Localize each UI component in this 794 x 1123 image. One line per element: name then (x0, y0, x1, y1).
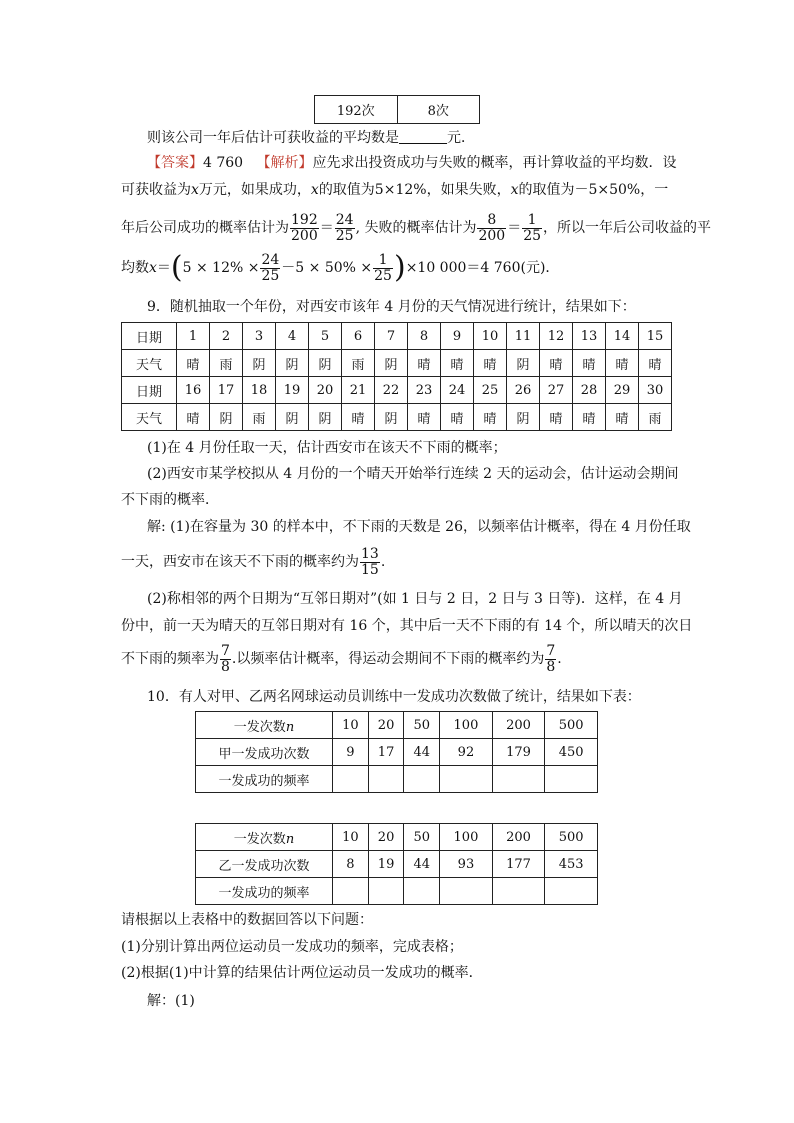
table-cell (440, 766, 493, 793)
table-cell: 24 (441, 377, 474, 404)
table-cell: 晴 (441, 350, 474, 377)
q9-solution-line4: 份中，前一天为晴天的互邻日期对有 16 个，其中后一天不下雨的有 14 个，所以晴天的次日 (121, 618, 693, 634)
table-cell: 雨 (639, 404, 672, 431)
q9-title: 9．随机抽取一个年份，对西安市该年 4 月份的天气情况进行统计，结果如下： (147, 299, 636, 315)
table-cell: 5 (309, 323, 342, 350)
table-cell: 阴 (375, 350, 408, 377)
variable-x: x (149, 260, 157, 276)
table-cell (492, 878, 545, 905)
table-cell: 阴 (243, 350, 276, 377)
table-row (196, 712, 598, 739)
analysis-line-4 (121, 251, 559, 285)
numerator: 24 (335, 211, 354, 228)
fraction-24-25 (260, 253, 280, 284)
analysis-line-2 (121, 180, 668, 200)
table-cell: 晴 (606, 404, 639, 431)
q9-solution-line2 (121, 545, 385, 579)
solution-text: 不下雨的频率为 (121, 651, 219, 667)
table-cell: 晴 (639, 350, 672, 377)
analysis-text: , 失败的概率估计为 (355, 220, 477, 236)
row-header-cell (196, 824, 333, 851)
q10-part1: (1)分别计算出两位运动员一发成功的频率，完成表格； (121, 939, 463, 955)
table-cell: 阴 (210, 404, 243, 431)
fraction-13-15 (360, 547, 380, 578)
numerator: 8 (477, 213, 506, 229)
table-cell: 10 (333, 824, 369, 851)
answer-value: 4 760 (203, 155, 244, 171)
table-cell: 14 (606, 323, 639, 350)
paren-close: ) (393, 250, 406, 285)
denominator: 25 (261, 267, 280, 284)
period: . (557, 651, 562, 667)
table-cell: 15 (639, 323, 672, 350)
row-header-cell: 乙一发成功次数 (196, 851, 333, 878)
table-cell: 17 (210, 377, 243, 404)
denominator: 25 (335, 227, 354, 244)
table-cell: 晴 (573, 350, 606, 377)
table-cell: 29 (606, 377, 639, 404)
table-cell: 93 (440, 851, 493, 878)
table-row (196, 851, 598, 878)
table-cell: 7 (375, 323, 408, 350)
numerator: 13 (361, 545, 379, 562)
analysis-text: 万元，如果成功， (198, 182, 311, 198)
table-row (196, 878, 598, 905)
numerator: 1 (373, 253, 393, 269)
table-cell: 阴 (309, 404, 342, 431)
table-cell: 9 (441, 323, 474, 350)
table-cell: 8 (408, 323, 441, 350)
table-cell: 200 (492, 712, 545, 739)
q9-solution-line3: (2)称相邻的两个日期为“互邻日期对”(如 1 日与 2 日，2 日与 3 日等)．这样，在 4 月 (147, 591, 683, 607)
equals-sign: ＝ (319, 220, 334, 236)
table-cell: 晴 (441, 404, 474, 431)
variable-n: n (285, 831, 295, 847)
equals-sign: ＝ (156, 260, 171, 276)
table-cell: 30 (639, 377, 672, 404)
table-cell (404, 766, 440, 793)
table-cell: 雨 (342, 350, 375, 377)
analysis-text: ×10 000＝4 760(元)． (405, 260, 560, 276)
table-cell: 4 (276, 323, 309, 350)
table-cell: 453 (545, 851, 598, 878)
q8-question (147, 128, 475, 148)
fraction-7-8 (220, 644, 231, 675)
table-cell: 177 (492, 851, 545, 878)
row-header-cell: 天气 (122, 404, 177, 431)
table-cell: 44 (404, 739, 440, 766)
row-header-cell: 甲一发成功次数 (196, 739, 333, 766)
denominator: 8 (221, 658, 230, 675)
table-cell: 100 (440, 824, 493, 851)
table-cell: 23 (408, 377, 441, 404)
table-cell: 晴 (177, 404, 210, 431)
table-cell: 阴 (276, 350, 309, 377)
fraction-1-25 (522, 213, 542, 244)
table-cell: 11 (507, 323, 540, 350)
variable-x: x (510, 182, 519, 198)
table-cell: 19 (368, 851, 404, 878)
denominator: 15 (361, 561, 379, 578)
q9-part1: (1)在 4 月份任取一天，估计西安市在该天不下雨的概率； (147, 440, 507, 456)
player-a-table (195, 711, 598, 793)
table-cell: 44 (404, 851, 440, 878)
table-cell: 2 (210, 323, 243, 350)
fraction-8-200 (477, 213, 506, 244)
row-header-cell: 日期 (122, 323, 177, 350)
table-cell: 晴 (606, 350, 639, 377)
table-cell: 晴 (573, 404, 606, 431)
table-cell: 450 (545, 739, 598, 766)
table-cell: 179 (492, 739, 545, 766)
table-cell: 100 (440, 712, 493, 739)
table-cell: 6 (342, 323, 375, 350)
table-cell: 19 (276, 377, 309, 404)
q10-solution: 解：(1) (147, 993, 195, 1009)
answer-tag: 【答案】 (147, 155, 203, 171)
table-cell: 92 (440, 739, 493, 766)
row-header-cell: 日期 (122, 377, 177, 404)
table-cell (545, 878, 598, 905)
q9-part2-line2: 不下雨的概率． (121, 492, 219, 508)
denominator: 25 (374, 267, 392, 284)
table-cell: 晴 (408, 350, 441, 377)
denominator: 200 (291, 227, 318, 244)
fraction-192-200 (290, 213, 319, 244)
analysis-line-1: 应先求出投资成功与失败的概率，再计算收益的平均数．设 (312, 155, 677, 171)
variable-x: x (191, 182, 199, 198)
table-cell: 26 (507, 377, 540, 404)
table-cell: 8 (333, 851, 369, 878)
table-cell: 50 (404, 712, 440, 739)
table-cell: 20 (368, 824, 404, 851)
table-cell: 50 (404, 824, 440, 851)
denominator: 8 (546, 658, 556, 675)
solution-text: .以频率估计概率，得运动会期间不下雨的概率约为 (231, 651, 545, 667)
q8-question-prefix: 则该公司一年后估计可获收益的平均数是 (147, 130, 399, 146)
table-cell (404, 878, 440, 905)
table-cell: 21 (342, 377, 375, 404)
table-cell: 16 (177, 377, 210, 404)
table-cell: 阴 (507, 404, 540, 431)
table-cell: 雨 (243, 404, 276, 431)
table-cell: 晴 (408, 404, 441, 431)
row-header-cell: 天气 (122, 350, 177, 377)
equals-sign: ＝ (507, 220, 522, 236)
q8-answer-line (147, 153, 676, 173)
table-row (122, 350, 672, 377)
table-cell: 27 (540, 377, 573, 404)
table-row (122, 377, 672, 404)
table-cell: 12 (540, 323, 573, 350)
header-text: 一发次数 (233, 831, 286, 847)
top-table-cell: 192次 (315, 96, 398, 124)
table-cell: 17 (368, 739, 404, 766)
table-cell: 雨 (210, 350, 243, 377)
table-row (196, 766, 598, 793)
table-cell: 阴 (276, 404, 309, 431)
q10-title: 10．有人对甲、乙两名网球运动员训练中一发成功次数做了统计，结果如下表： (147, 689, 641, 705)
analysis-text: 5 × 12% × (182, 260, 260, 276)
table-row (122, 323, 672, 350)
answer-blank (399, 129, 447, 144)
header-text: 一发次数 (233, 719, 286, 735)
row-header-cell: 一发成功的频率 (196, 878, 333, 905)
player-b-table (195, 823, 598, 905)
analysis-text: 的取值为－5×50%，一 (518, 182, 669, 198)
table-cell: 10 (333, 712, 369, 739)
table-cell: 阴 (309, 350, 342, 377)
table-cell: 晴 (540, 350, 573, 377)
fraction-24-25 (335, 213, 355, 244)
table-cell: 25 (474, 377, 507, 404)
analysis-text: －5 × 50% × (281, 260, 373, 276)
analysis-text: ，所以一年后公司收益的平 (543, 220, 712, 236)
table-cell: 22 (375, 377, 408, 404)
table-row (122, 404, 672, 431)
q10-part2: (2)根据(1)中计算的结果估计两位运动员一发成功的概率． (121, 965, 483, 981)
q10-intro: 请根据以上表格中的数据回答以下问题： (121, 912, 373, 928)
row-header-cell: 一发成功的频率 (196, 766, 333, 793)
table-cell: 晴 (342, 404, 375, 431)
analysis-text: 的取值为5×12%，如果失败， (318, 182, 511, 198)
weather-table (121, 322, 672, 431)
table-cell: 晴 (177, 350, 210, 377)
table-cell: 9 (333, 739, 369, 766)
table-cell: 500 (545, 712, 598, 739)
fraction-7-8 (545, 644, 556, 675)
table-cell (492, 766, 545, 793)
table-cell (333, 766, 369, 793)
period: . (380, 554, 386, 570)
paren-open: ( (170, 250, 183, 285)
numerator: 192 (291, 211, 318, 228)
numerator: 7 (221, 642, 230, 659)
table-cell: 13 (573, 323, 606, 350)
denominator: 200 (478, 227, 506, 244)
table-cell: 500 (545, 824, 598, 851)
table-cell: 晴 (474, 350, 507, 377)
table-cell (440, 878, 493, 905)
table-cell (368, 878, 404, 905)
q9-part2-line1: (2)西安市某学校拟从 4 月份的一个晴天开始举行连续 2 天的运动会，估计运动会期间 (147, 466, 679, 482)
table-cell: 3 (243, 323, 276, 350)
row-header-cell (196, 712, 333, 739)
analysis-text: 均数 (121, 260, 149, 276)
q9-solution-line1: 解: (1)在容量为 30 的样本中，不下雨的天数是 26，以频率估计概率，得在 4 月份任取 (147, 519, 691, 535)
table-cell: 阴 (507, 350, 540, 377)
analysis-line-3 (121, 212, 711, 244)
table-cell: 晴 (540, 404, 573, 431)
numerator: 7 (546, 642, 556, 659)
table-cell (545, 766, 598, 793)
table-cell: 20 (309, 377, 342, 404)
table-cell (368, 766, 404, 793)
analysis-text: 年后公司成功的概率估计为 (121, 220, 289, 236)
solution-text: 一天，西安市在该天不下雨的概率约为 (121, 554, 359, 570)
q9-solution-line5 (121, 642, 562, 676)
fraction-1-25 (373, 253, 393, 284)
denominator: 25 (523, 227, 542, 244)
variable-x: x (310, 182, 319, 198)
numerator: 1 (522, 213, 542, 229)
table-cell: 200 (492, 824, 545, 851)
top-table-cell: 8次 (397, 96, 479, 124)
table-cell (333, 878, 369, 905)
variable-n: n (285, 719, 295, 735)
numerator: 24 (261, 251, 280, 268)
table-row (196, 739, 598, 766)
analysis-tag: 【解析】 (256, 155, 313, 171)
table-cell: 阴 (375, 404, 408, 431)
table-row (196, 824, 598, 851)
table-cell: 1 (177, 323, 210, 350)
q8-question-suffix: 元． (447, 130, 475, 146)
table-cell: 18 (243, 377, 276, 404)
analysis-text: 可获收益为 (121, 182, 191, 198)
top-table (314, 95, 480, 124)
table-cell: 28 (573, 377, 606, 404)
table-cell: 20 (368, 712, 404, 739)
table-cell: 晴 (474, 404, 507, 431)
table-cell: 10 (474, 323, 507, 350)
